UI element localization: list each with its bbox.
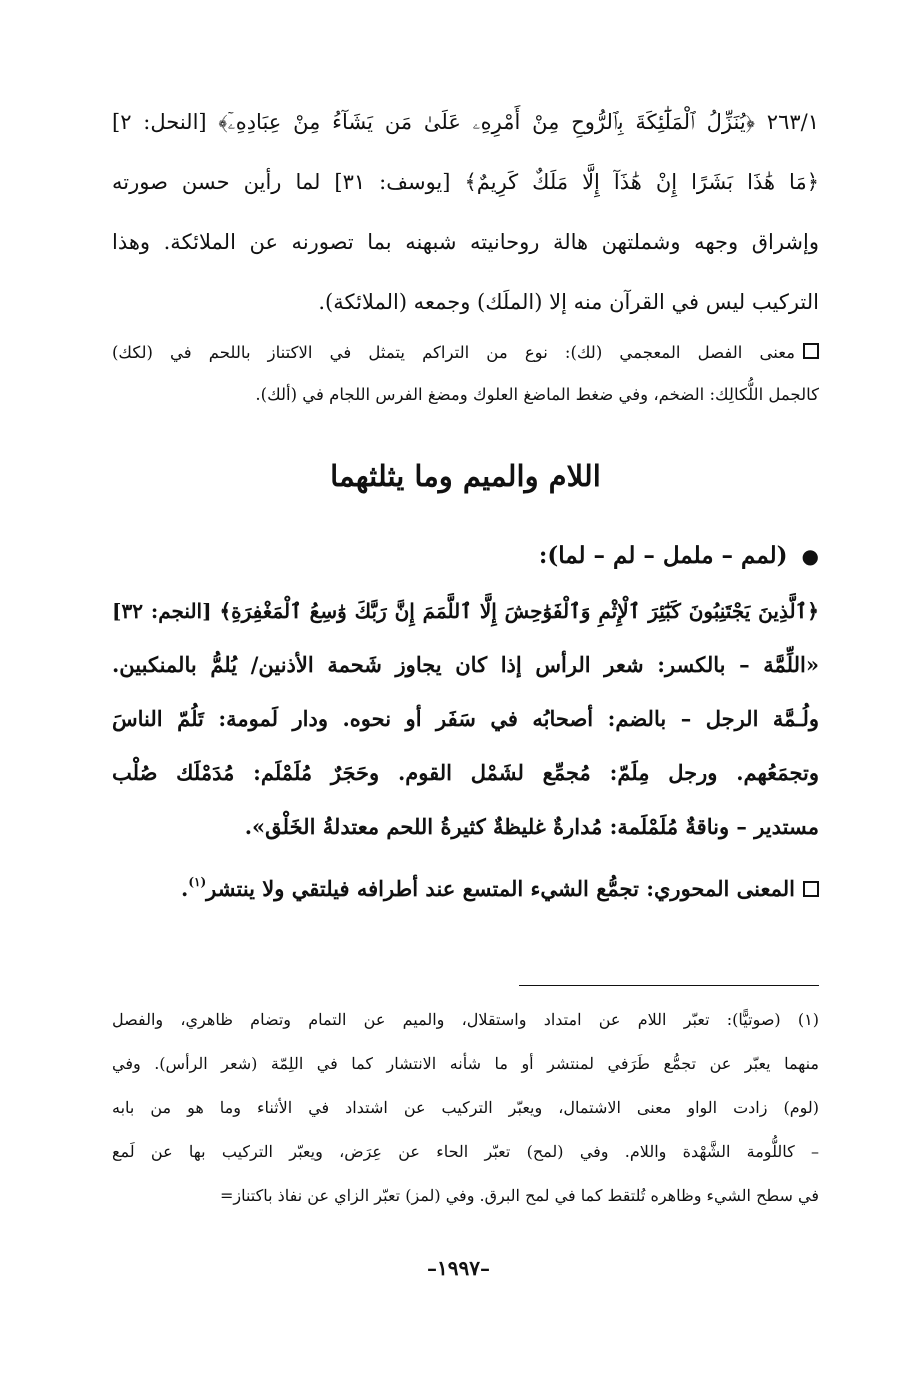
text-line: المعنى المحوري: تجمُّع الشيء المتسع عند أطرافه فيلتقي ولا ينتشر$^{(١)}$. (112, 854, 819, 917)
entry-head-text: (لمم – ململ – لم – لما): (538, 542, 788, 569)
core-meaning-text: المعنى المحوري: تجمُّع الشيء المتسع عند أطرافه فيلتقي ولا ينتشر (206, 876, 795, 901)
footnote-line: في سطح الشيء وظاهره تُلتقط كما في لمح البرق. وفي (لمز) تعبّر الزاي عن نفاذ باكتناز= (219, 1186, 819, 1205)
text-line: «اللِّمَّة – بالكسر: شعر الرأس إذا كان يجاوز شَحمة الأذنين/ يُلمُّ بالمنكبين. (112, 652, 819, 677)
section-heading: اللام والميم وما يثلثهما (330, 459, 601, 493)
core-meaning (112, 854, 819, 917)
footnote-line: (١) (صوتيًّا): تعبّر اللام عن امتداد واستقلال، والميم عن التمام وتضام ظاهري، والفصل (112, 1010, 819, 1029)
footnote-ref[interactable]: (١) (188, 875, 207, 889)
square-marker-icon (803, 343, 819, 359)
text-line: ولُـمَّة الرجل – بالضم: أصحابُه في سَفَر أو نحوه. ودار لَمومة: تَلُمّ الناسَ (112, 706, 819, 731)
footnote-divider (519, 985, 819, 986)
intro-paragraph (112, 92, 819, 332)
footnote (112, 998, 819, 1218)
entry-head (112, 528, 819, 584)
note-text: معنى الفصل المعجمي (لك): نوع من التراكم يتمثل في الاكتناز باللحم في (لكك) (112, 343, 795, 362)
quran-verse (112, 584, 819, 638)
entry-definition (112, 638, 819, 854)
text-line: ﴿ٱلَّذِينَ يَجْتَنِبُونَ كَبَٰٓئِرَ ٱلْإِثْمِ وَٱلْفَوَٰحِشَ إِلَّا ٱللَّمَمَ إِنَّ رَبَّكَ وَٰسِعُ ٱلْمَغْفِرَةِ﴾ [النجم: ٣٢] (112, 599, 819, 623)
text-line: وإشراق وجهه وشملتهن هالة روحانيته شبهنه بما تصورنه عن الملائكة. وهذا (112, 230, 819, 254)
footnote-line: (لوم) زادت الواو معنى الاشتمال، ويعبّر التركيب عن اشتداد في الأثناء وما هو من بابه (112, 1098, 819, 1117)
footnote-line: – كاللُّومة الشَّهْدة واللام. وفي (لمح) تعبّر الحاء عن عِرَض، ويعبّر التركيب بها عن لَمع (112, 1142, 819, 1161)
text-line: مستدير – وناقةٌ مُلَمْلَمة: مُدارةٌ غليظةٌ كثيرةُ اللحم معتدلةُ الخَلْق». (244, 814, 819, 839)
text-line (112, 332, 819, 374)
square-marker-icon (803, 881, 819, 897)
text-line: وتجمَعُهم. ورجل مِلَمّ: مُجمِّع لشَمْل القوم. وحَجَرٌ مُلَمْلَم: مُدَمْلَك صُلْب (112, 760, 819, 785)
lexical-note (112, 332, 819, 416)
text-line: ٢٦٣/١ ﴿يُنَزِّلُ ٱلْمَلَٰٓئِكَةَ بِٱلرُّوحِ مِنْ أَمْرِهِۦ عَلَىٰ مَن يَشَآءُ مِنْ عِبَادِهِۦٓ﴾ [النحل: ٢] (112, 110, 819, 134)
footnote-line: منهما يعبّر عن تجمُّع طَرَفي لمنتشر أو ما شأنه الانتشار كما في اللِمّة (شعر الرأس). وفي (112, 1054, 819, 1073)
text-line: التركيب ليس في القرآن منه إلا (الملَك) وجمعه (الملائكة). (318, 290, 819, 314)
text-line: ﴿مَا هَٰذَا بَشَرًا إِنْ هَٰذَآ إِلَّا مَلَكٌ كَرِيمٌ﴾ [يوسف: ٣١] لما رأين حسن صورته (112, 170, 819, 194)
page-number: –١٩٩٧– (427, 1256, 490, 1280)
bullet-icon: ● (801, 544, 819, 568)
text-line: كالجمل اللُّكالِك: الضخم، وفي ضغط الماضغ العلوك ومضغ الفرس اللجام في (ألك). (255, 385, 819, 404)
